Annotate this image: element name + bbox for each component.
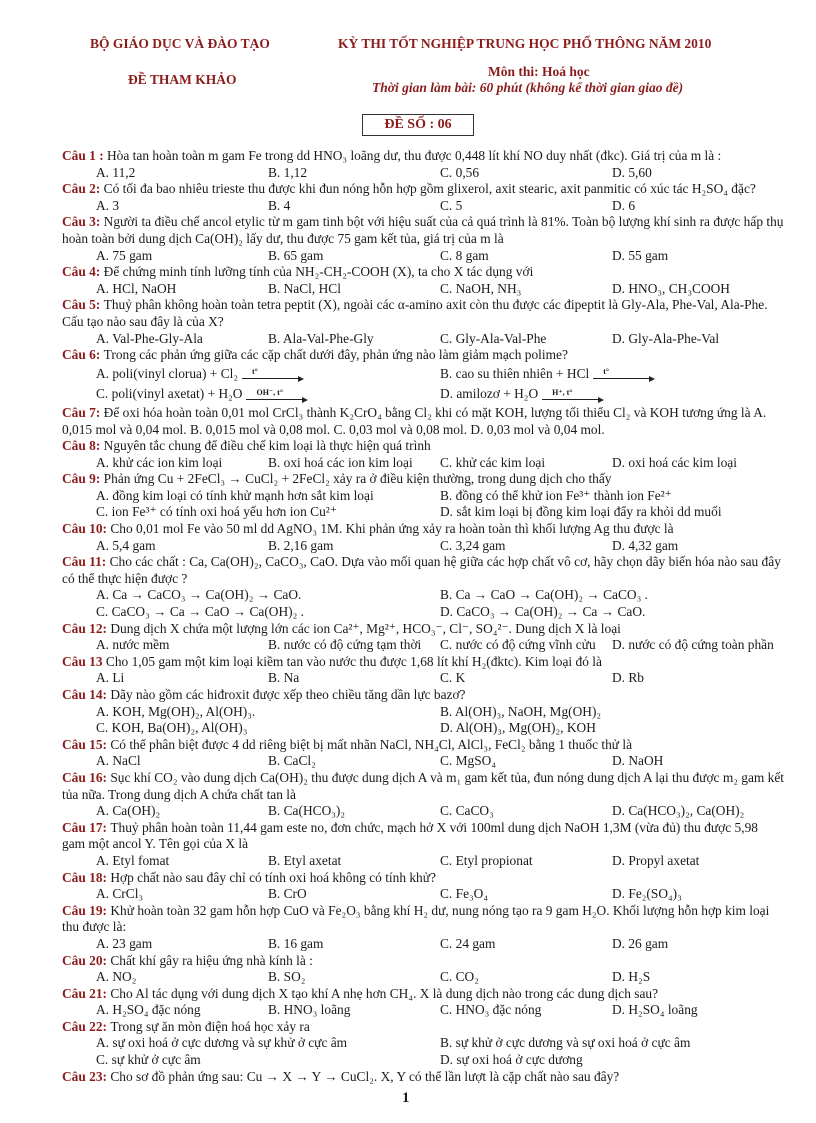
question-text: Dãy nào gồm các hiđroxit được xếp theo chiều tăng dần lực bazơ? — [110, 687, 466, 702]
answer-option[interactable]: B. oxi hoá các ion kim loại — [268, 454, 413, 470]
question — [62, 264, 784, 297]
question — [62, 297, 784, 347]
reaction-condition: t° — [252, 367, 258, 377]
answer-option[interactable]: D. HNO₃, CH₃COOH — [612, 280, 730, 296]
answer-option[interactable] — [440, 386, 784, 403]
question-stem — [62, 214, 784, 247]
question-text: Trong các phản ứng giữa các cặp chất dưới đây, phản ứng nào làm giảm mạch polime? — [103, 347, 568, 363]
answer-option[interactable]: A. Ca(OH)₂ — [96, 803, 161, 819]
answer-options — [62, 198, 784, 215]
question-stem — [62, 405, 784, 438]
question-stem — [62, 148, 784, 165]
answer-option[interactable]: A. 3 — [96, 197, 120, 213]
question-stem — [62, 521, 784, 538]
question-text: Để chứng minh tính lưỡng tính của NH₂-CH₂-COOH (X), ta cho X tác dụng với — [103, 264, 534, 280]
answer-option[interactable]: D. Ca(HCO₃)₂, Ca(OH)₂ — [612, 803, 745, 819]
answer-option[interactable]: B. 2,16 gam — [268, 537, 334, 553]
question-text: Cho 0,01 mol Fe vào 50 ml dd AgNO₃ 1M. Khi phản ứng xảy ra hoàn toàn thì khối lượng Ag thu được là — [110, 521, 674, 537]
reaction-arrow — [542, 387, 602, 400]
reaction-condition: t° — [603, 367, 610, 377]
question-stem — [62, 953, 784, 970]
question — [62, 770, 784, 820]
answer-options — [62, 1035, 784, 1068]
answer-option[interactable]: D. Al(OH)₃, Mg(OH)₂, KOH — [440, 720, 596, 736]
question-text: Dung dịch X chứa một lượng lớn các ion Ca²⁺, Mg²⁺, HCO₃⁻, Cl⁻, SO₄²⁻. Dung dịch X là loại — [110, 620, 621, 636]
answer-option[interactable]: B. sự khử ở cực dương và sự oxi hoá ở cực âm — [440, 1035, 691, 1051]
exam-code-box: ĐỀ SỐ : 06 — [362, 114, 474, 136]
option-text: C. poli(vinyl axetat) + H₂O — [96, 386, 243, 402]
question — [62, 687, 784, 737]
question — [62, 737, 784, 770]
question-stem — [62, 1069, 784, 1086]
reaction-condition: OH⁻, t° — [256, 387, 284, 397]
question-stem — [62, 347, 784, 364]
answer-option[interactable]: C. HNO₃ đặc nóng — [440, 1002, 542, 1018]
question — [62, 554, 784, 620]
answer-option[interactable]: D. H₂S — [612, 969, 651, 985]
answer-option[interactable] — [440, 366, 784, 383]
question-text: Thuỷ phân không hoàn toàn tetra peptit (X), ngoài các α-amino axit còn thu được các đipeptit là Gly-Ala, Phe-Val, Ala-Phe. Cấu tạo nào sau đây là của X? — [62, 297, 768, 329]
question — [62, 654, 784, 687]
answer-option[interactable]: D. 5,60 — [612, 164, 652, 180]
answer-option[interactable]: B. HNO₃ loãng — [268, 1002, 351, 1018]
question-stem — [62, 554, 784, 587]
question-stem — [62, 820, 784, 853]
answer-option[interactable]: D. Rb — [612, 670, 644, 686]
answer-options — [62, 753, 784, 770]
answer-option[interactable]: D. oxi hoá các kim loại — [612, 454, 737, 470]
answer-option[interactable]: C. khử các kim loại — [440, 454, 546, 470]
answer-option[interactable]: D. 4,32 gam — [612, 537, 679, 553]
answer-option[interactable]: A. CrCl₃ — [96, 886, 144, 902]
question-number: Câu 1 : — [62, 148, 108, 163]
answer-option[interactable]: A. Val-Phe-Gly-Ala — [96, 330, 203, 346]
question — [62, 903, 784, 953]
answer-option[interactable]: A. NaCl — [96, 753, 141, 769]
question-number: Câu 8: — [62, 438, 104, 454]
answer-option[interactable]: C. Etyl propionat — [440, 852, 533, 868]
answer-option[interactable]: A. Etyl fomat — [96, 852, 170, 868]
answer-option[interactable]: B. SO₂ — [268, 969, 306, 985]
question-text: Sục khí CO₂ vào dung dịch Ca(OH)₂ thu được dung dịch A và m₁ gam kết tủa, đun nóng dung dịch A lại thu được m₂ gam kết tủa nữa. Trong dung dịch A chứa chất tan là — [62, 769, 785, 802]
question-text: Hợp chất nào sau đây chỉ có tính oxi hoá không có tính khử? — [110, 869, 436, 885]
answer-option[interactable]: A. đồng kim loại có tính khử mạnh hơn sắt kim loại — [96, 487, 374, 503]
question-number: Câu 9: — [62, 471, 104, 487]
answer-option[interactable]: A. 5,4 gam — [96, 537, 156, 553]
question-number: Câu 3: — [62, 214, 104, 230]
answer-options — [62, 886, 784, 903]
answer-option[interactable]: A. KOH, Mg(OH)₂, Al(OH)₃. — [96, 703, 256, 719]
answer-option[interactable]: A. 23 gam — [96, 935, 153, 951]
question — [62, 347, 784, 405]
question-stem — [62, 621, 784, 638]
question-stem — [62, 687, 784, 704]
answer-option[interactable]: C. sự khử ở cực âm — [96, 1052, 201, 1068]
answer-options — [62, 248, 784, 265]
question-text: Cho các chất : Ca, Ca(OH)₂, CaCO₃, CaO. Dựa vào mối quan hệ giữa các hợp chất vô cơ, hãy chọn dãy biến hóa nào sau đây có thể thực hiện được ? — [62, 554, 781, 586]
question — [62, 521, 784, 554]
answer-options — [62, 1002, 784, 1019]
answer-option[interactable]: A. NO₂ — [96, 969, 137, 985]
question-number: Câu 15: — [62, 736, 111, 752]
answer-option[interactable]: B. Na — [268, 670, 300, 686]
answer-option[interactable]: C. 5 — [440, 197, 463, 213]
reaction-arrow — [242, 367, 302, 379]
answer-option[interactable] — [96, 386, 440, 403]
question-number: Câu 5: — [62, 297, 104, 313]
question-text: Nguyên tắc chung để điều chế kim loại là thực hiện quá trình — [103, 438, 431, 454]
answer-option[interactable]: C. 3,24 gam — [440, 537, 506, 553]
answer-options — [62, 587, 784, 620]
question — [62, 820, 784, 870]
answer-option[interactable]: C. 24 gam — [440, 935, 496, 951]
answer-options — [62, 853, 784, 870]
answer-option[interactable]: C. NaOH, NH₃ — [440, 280, 522, 296]
question-text: Hòa tan hoàn toàn m gam Fe trong dd HNO₃ loãng dư, thu được 0,448 lít khí NO duy nhất (đkc). Giá trị của m là : — [107, 148, 722, 163]
question-number: Câu 6: — [62, 347, 104, 363]
answer-option[interactable] — [96, 366, 440, 383]
answer-option[interactable]: A. 11,2 — [96, 164, 136, 180]
question — [62, 405, 784, 438]
question-stem — [62, 181, 784, 198]
answer-option[interactable]: D. Propyl axetat — [612, 852, 700, 868]
reference-label: ĐỀ THAM KHẢO — [128, 72, 237, 87]
subject-label: Môn thi: Hoá học — [488, 64, 590, 79]
question-number: Câu 21: — [62, 985, 111, 1001]
question-number: Câu 17: — [62, 819, 111, 835]
question-stem — [62, 654, 784, 671]
answer-options — [62, 936, 784, 953]
answer-option[interactable]: D. NaOH — [612, 753, 664, 769]
question-stem — [62, 438, 784, 455]
question-text: Để oxi hóa hoàn toàn 0,01 mol CrCl₃ thành K₂CrO₄ bằng Cl₂ khi có mặt KOH, lượng tối thiểu Cl₂ và KOH tương ứng là A. 0,015 mol và 0,04 mol. B. 0,015 mol và 0,08 mol. C. 0,03 mol và 0,08 mol. D. 0,03 mol và 0,04 mol. — [62, 404, 767, 437]
answer-options — [62, 704, 784, 737]
answer-options — [62, 488, 784, 521]
question-list — [62, 148, 784, 1085]
question — [62, 438, 784, 471]
page-number: 1 — [402, 1090, 410, 1106]
answer-option[interactable]: C. Fe₃O₄ — [440, 886, 489, 902]
answer-option[interactable]: C. 8 gam — [440, 247, 489, 263]
question-text: Cho sơ đồ phản ứng sau: Cu → X → Y → CuCl₂. X, Y có thể lần lượt là cặp chất nào sau đây? — [110, 1068, 620, 1084]
question-text: Cho Al tác dụng với dung dịch X tạo khí A nhẹ hơn CH₄. X là dung dịch nào trong các dung dịch sau? — [110, 985, 659, 1001]
answer-option[interactable]: B. nước có độ cứng tạm thời — [268, 637, 422, 653]
answer-option[interactable]: A. HCl, NaOH — [96, 280, 177, 296]
answer-option[interactable]: B. 1,12 — [268, 164, 308, 180]
question-number: Câu 4: — [62, 264, 104, 280]
answer-options — [62, 538, 784, 555]
question-text: Có tối đa bao nhiêu trieste thu được khi đun nóng hỗn hợp gồm glixerol, axit stearic, axit panmitic có xúc tác H₂SO₄ đặc? — [103, 181, 756, 197]
answer-options — [62, 165, 784, 182]
answer-option[interactable]: A. Ca → CaCO₃ → Ca(OH)₂ → CaO. — [96, 587, 302, 603]
answer-options — [62, 331, 784, 348]
answer-option[interactable]: C. ion Fe³⁺ có tính oxi hoá yếu hơn ion Cu²⁺ — [96, 504, 337, 520]
question-number: Câu 23: — [62, 1068, 111, 1084]
answer-option[interactable]: C. MgSO₄ — [440, 753, 497, 769]
question-stem — [62, 297, 784, 330]
answer-option[interactable]: A. nước mềm — [96, 637, 170, 653]
time-label: Thời gian làm bài: 60 phút (không kể thời gian giao đề) — [372, 80, 684, 95]
option-text: B. cao su thiên nhiên + HCl — [440, 365, 590, 381]
reaction-arrow — [593, 367, 653, 379]
answer-option[interactable]: D. 55 gam — [612, 247, 669, 263]
question-number: Câu 11: — [62, 554, 110, 570]
answer-options — [62, 281, 784, 298]
reaction-condition: H⁺, t° — [552, 387, 573, 397]
question-number: Câu 7: — [62, 404, 104, 420]
question-number: Câu 16: — [62, 769, 111, 785]
answer-options — [62, 670, 784, 687]
question-text: Khử hoàn toàn 32 gam hỗn hợp CuO và Fe₂O₃ bằng khí H₂ dư, nung nóng tạo ra 9 gam H₂O. Khối lượng hỗn hợp kim loại thu được là: — [62, 902, 770, 935]
answer-option[interactable]: B. Ca(HCO₃)₂ — [268, 803, 346, 819]
answer-option[interactable]: A. H₂SO₄ đặc nóng — [96, 1002, 201, 1018]
answer-option[interactable]: A. khử các ion kim loại — [96, 454, 223, 470]
question-number: Câu 22: — [62, 1018, 111, 1034]
question — [62, 1069, 784, 1086]
question — [62, 953, 784, 986]
question — [62, 870, 784, 903]
answer-option[interactable]: B. Al(OH)₃, NaOH, Mg(OH)₂ — [440, 703, 602, 719]
question — [62, 148, 784, 181]
question-number: Câu 10: — [62, 521, 111, 537]
answer-option[interactable]: B. CrO — [268, 886, 307, 902]
question — [62, 986, 784, 1019]
answer-options — [62, 969, 784, 986]
answer-option[interactable]: C. CaCO₃ — [440, 803, 494, 819]
question — [62, 214, 784, 264]
question-text: Có thể phân biệt được 4 dd riêng biệt bị mất nhãn NaCl, NH₄Cl, AlCl₃, FeCl₂ bằng 1 thuốc thử là — [110, 736, 633, 752]
answer-option[interactable]: D. sắt kim loại bị đồng kim loại đẩy ra khỏi dd muối — [440, 504, 722, 520]
option-text: A. poli(vinyl clorua) + Cl₂ — [96, 365, 239, 381]
answer-option[interactable]: C. 0,56 — [440, 164, 480, 180]
answer-option[interactable]: A. Li — [96, 670, 125, 686]
answer-option[interactable]: C. Gly-Ala-Val-Phe — [440, 330, 547, 346]
answer-option[interactable]: B. 16 gam — [268, 935, 324, 951]
question-number: Câu 20: — [62, 952, 111, 968]
answer-option[interactable]: D. Gly-Ala-Phe-Val — [612, 330, 720, 346]
answer-options — [62, 803, 784, 820]
question-stem — [62, 1019, 784, 1036]
reaction-arrow — [246, 387, 306, 400]
question-text: Người ta điều chế ancol etylic từ m gam tinh bột với hiệu suất của cả quá trình là 81%. Toàn bộ lượng khí sinh ra được hấp thụ hoàn toàn bởi dung dịch Ca(OH)₂ lấy dư, thu được 75 gam kết tủa, giá trị của m là — [62, 214, 784, 246]
answer-options — [62, 637, 784, 654]
question-number: Câu 19: — [62, 902, 111, 918]
answer-option[interactable]: D. 26 gam — [612, 935, 669, 951]
answer-option[interactable]: C. K — [440, 670, 466, 686]
question-stem — [62, 737, 784, 754]
ministry-title: BỘ GIÁO DỤC VÀ ĐÀO TẠO — [90, 36, 270, 51]
answer-option[interactable]: C. CO₂ — [440, 969, 479, 985]
question-stem — [62, 903, 784, 936]
answer-option[interactable]: B. đồng có thể khử ion Fe³⁺ thành ion Fe²⁺ — [440, 487, 672, 503]
question — [62, 181, 784, 214]
answer-option[interactable]: B. 4 — [268, 197, 291, 213]
exam-title: KỲ THI TỐT NGHIỆP TRUNG HỌC PHỔ THÔNG NĂM 2010 — [338, 36, 712, 51]
question — [62, 621, 784, 654]
answer-option[interactable]: A. sự oxi hoá ở cực dương và sự khử ở cực âm — [96, 1035, 348, 1051]
option-text: D. amilozơ + H₂O — [440, 386, 539, 402]
question-stem — [62, 986, 784, 1003]
question-number: Câu 18: — [62, 869, 111, 885]
answer-option[interactable]: B. Etyl axetat — [268, 852, 342, 868]
question-stem — [62, 471, 784, 488]
question-text: Phản ứng Cu + 2FeCl₃ → CuCl₂ + 2FeCl₂ xảy ra ở điều kiện thường, trong dung dịch cho thấy — [103, 471, 612, 487]
question-text: Trong sự ăn mòn điện hoá học xảy ra — [110, 1018, 310, 1034]
question-text: Thuỷ phân hoàn toàn 11,44 gam este no, đơn chức, mạch hở X với 100ml dung dịch NaOH 1,3M (vừa đủ) thu được 5,98 gam một ancol Y. Tên gọi của X là — [62, 819, 758, 852]
answer-options — [62, 364, 784, 405]
answer-option[interactable]: D. 6 — [612, 197, 636, 213]
answer-option[interactable]: C. CaCO₃ → Ca → CaO → Ca(OH)₂ . — [96, 604, 304, 620]
answer-option[interactable]: C. nước có độ cứng vĩnh cửu — [440, 637, 596, 653]
answer-option[interactable]: D. nước có độ cứng toàn phần — [612, 637, 774, 653]
answer-option[interactable]: C. KOH, Ba(OH)₂, Al(OH)₃ — [96, 720, 248, 736]
question — [62, 1019, 784, 1069]
question-number: Câu 13 — [62, 653, 106, 669]
question-number: Câu 14: — [62, 687, 111, 702]
answer-option[interactable]: D. Fe₂(SO₄)₃ — [612, 886, 682, 902]
answer-option[interactable]: D. H₂SO₄ loãng — [612, 1002, 698, 1018]
question-text: Cho 1,05 gam một kim loại kiềm tan vào nước thu được 1,68 lít khí H₂(đktc). Kim loại đó là — [105, 653, 602, 669]
question-text: Chất khí gây ra hiệu ứng nhà kính là : — [110, 952, 313, 968]
answer-option[interactable]: B. Ala-Val-Phe-Gly — [268, 330, 374, 346]
question-stem — [62, 264, 784, 281]
answer-option[interactable]: B. 65 gam — [268, 247, 324, 263]
answer-options — [62, 455, 784, 472]
answer-option[interactable]: B. Ca → CaO → Ca(OH)₂ → CaCO₃ . — [440, 587, 648, 603]
answer-option[interactable]: B. CaCl₂ — [268, 753, 316, 769]
answer-option[interactable]: A. 75 gam — [96, 247, 153, 263]
question-number: Câu 12: — [62, 620, 111, 636]
question-stem — [62, 870, 784, 887]
question-number: Câu 2: — [62, 181, 104, 197]
answer-option[interactable]: D. CaCO₃ → Ca(OH)₂ → Ca → CaO. — [440, 604, 646, 620]
question — [62, 471, 784, 521]
question-stem — [62, 770, 784, 803]
answer-option[interactable]: B. NaCl, HCl — [268, 280, 341, 296]
answer-option[interactable]: D. sự oxi hoá ở cực dương — [440, 1052, 583, 1068]
